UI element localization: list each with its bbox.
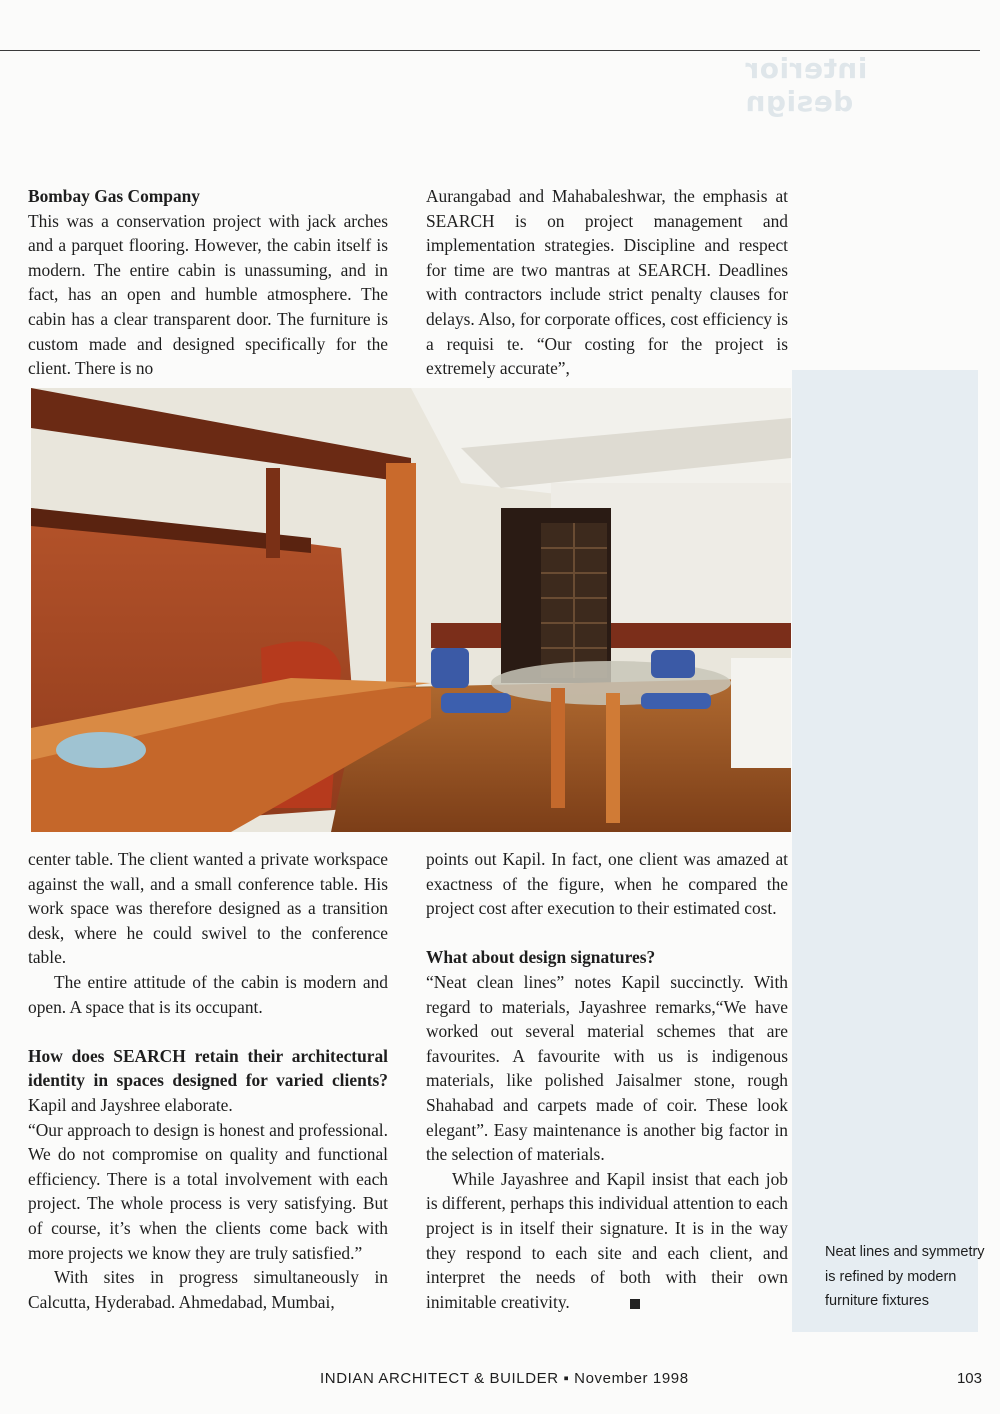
top-rule: [0, 50, 980, 51]
paragraph: With sites in progress simultaneously in Calcutta, Hyderabad. Ahmedabad, Mumbai,: [28, 1267, 388, 1312]
left-column-top: [28, 184, 388, 381]
paragraph: This was a conservation project with jack arches and a parquet flooring. However, the cabin itself is modern. The entire cabin is unassuming, and in fact, has an open and humble atmosphere. The cabin has a clear transparent door. The furniture is custom made and designed specifically for the client. There is no: [28, 210, 388, 379]
question-heading: How does SEARCH retain their architectural identity in spaces designed for varied clients?: [28, 1045, 388, 1091]
end-mark-icon: [630, 1299, 640, 1309]
page-number: 103: [956, 1370, 982, 1387]
paragraph: “Neat clean lines” notes Kapil succinctly. With regard to materials, Jayashree remarks,“We have worked out several material schemes that are favourites. A favourite with us is indigenous materials, like polished Jaisalmer stone, rough Shahabad and carpets made of coir. These look elegant”. Easy maintenance is another big factor in the selection of materials.: [426, 971, 788, 1165]
paragraph: “Our approach to design is honest and professional. We do not compromise on quality and functional efficiency. There is a total involvement with each project. The whole process is very satisfying. But of course, it’s when the clients come back with more projects we know they are truly satisfied.”: [28, 1119, 388, 1263]
paragraph: Aurangabad and Mahabaleshwar, the emphasis at SEARCH is on project management and implementation strategies. Discipline and respect for time are two mantras at SEARCH. Deadlines with contractors include strict penalty clauses for delays. Also, for corporate offices, cost efficiency is a requisi te. “Our costing for the project is extremely accurate”,: [426, 186, 788, 379]
page-footer: [0, 1370, 1000, 1390]
office-illustration: [31, 388, 791, 832]
right-column-bottom: [426, 847, 788, 1314]
paragraph: The entire attitude of the cabin is modern and open. A space that is its occupant.: [28, 971, 388, 1017]
question-tail: Kapil and Jayshree elaborate.: [28, 1094, 233, 1115]
magazine-title: INDIAN ARCHITECT & BUILDER ▪ November 1998: [320, 1370, 689, 1387]
right-column-top: [426, 184, 788, 381]
heading-design-signatures: What about design signatures?: [426, 947, 656, 968]
background-panel: [792, 370, 978, 1332]
ghost-heading-decoration: [800, 160, 835, 260]
heading-bombay-gas: Bombay Gas Company: [28, 186, 201, 206]
office-photo: [31, 388, 791, 832]
paragraph: center table. The client wanted a private workspace against the wall, and a small conference table. His work space was therefore designed as a transition desk, where he could swivel to the conference table.: [28, 849, 388, 968]
question-paragraph: [28, 1044, 388, 1118]
paragraph-final: [426, 1167, 788, 1315]
photo-caption: Neat lines and symmetry is refined by modern furniture fixtures: [825, 1244, 985, 1310]
section-label: interior design: [745, 52, 868, 118]
left-column-bottom: [28, 847, 388, 1314]
paragraph-text: While Jayashree and Kapil insist that each job is different, perhaps this individual attention to each project is in itself their signature. It is in the way they respond to each site and each client, and interpret the needs of both with their own inimitable creativity.: [426, 1168, 788, 1312]
paragraph: points out Kapil. In fact, one client was amazed at exactness of the figure, when he compared the project cost after execution to their estimated cost.: [426, 849, 788, 919]
